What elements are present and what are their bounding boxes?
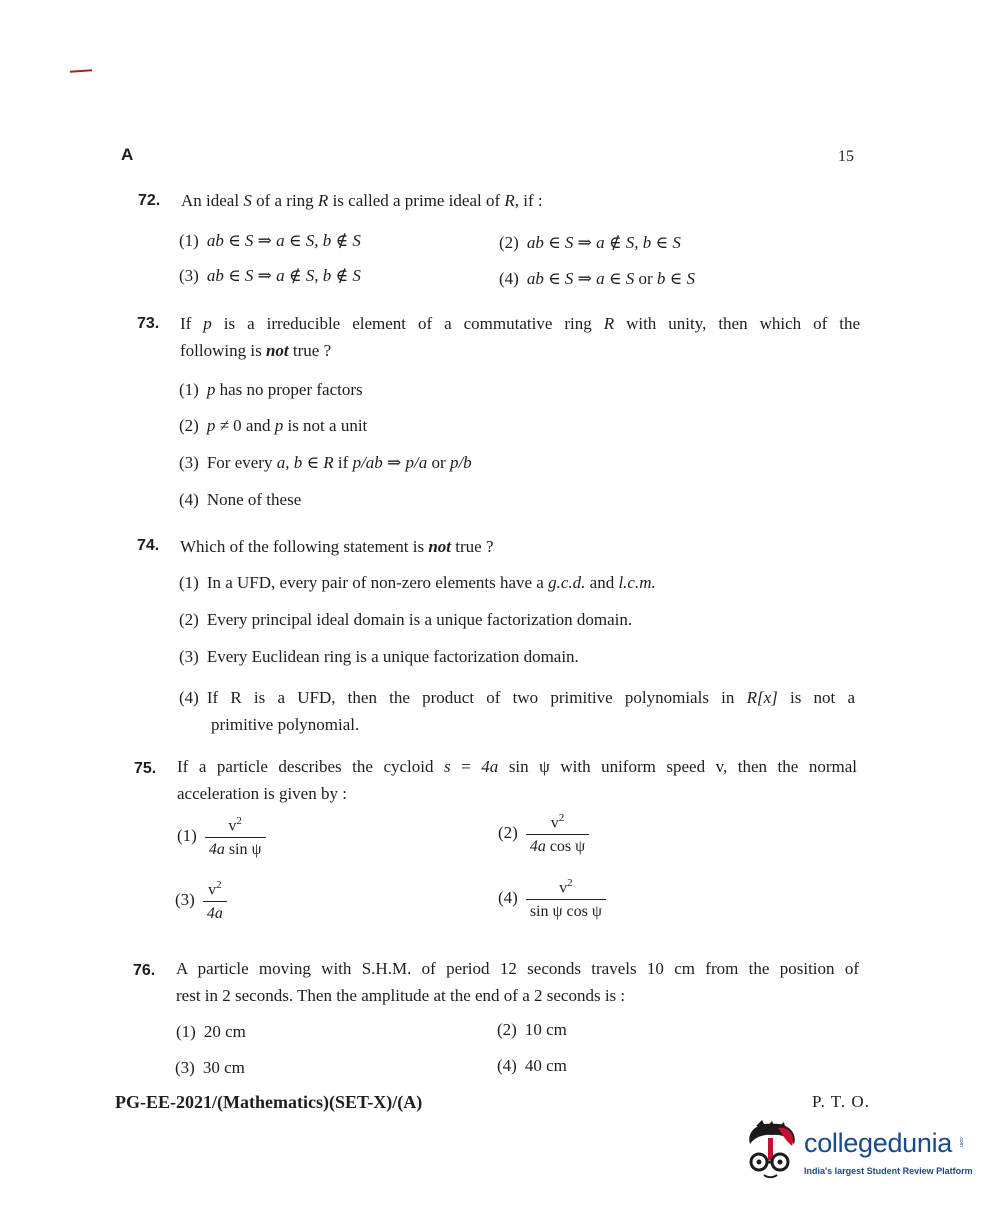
question-stem: Which of the following statement is not true ? [180,537,494,556]
brand-dotcom: .com [958,1136,964,1147]
question-number: 72. [138,192,161,209]
page-number: 15 [838,148,854,165]
scan-mark [70,69,92,73]
paper-code: PG-EE-2021/(Mathematics)(SET-X)/(A) [115,1092,423,1112]
option-1[interactable]: (1) ab ∈ S ⇒ a ∈ S, b ∉ S [179,231,361,250]
question-stem: If p is a irreducible element of a commutative ring R with unity, then which of the following is not true ? [180,314,860,360]
question-number: 75. [134,760,157,777]
fraction: $\frac{v^2}{\text{4a cos ψ}}$ [526,812,589,856]
brand-logo-text: collegedunia [804,1128,953,1158]
option-4[interactable]: (4) $\frac{v^2}{\text{sin ψ cos ψ}}$ [498,877,606,921]
collegedunia-mascot-icon [742,1120,802,1182]
option-1[interactable]: (1) In a UFD, every pair of non-zero elements have a g.c.d. and l.c.m. [179,573,656,592]
option-4[interactable]: (4) None of these [179,490,302,509]
pto-label: P. T. O. [812,1092,870,1111]
question-number: 76. [133,962,156,979]
option-2[interactable]: (2) p ≠ 0 and p is not a unit [179,416,368,435]
question-stem: A particle moving with S.H.M. of period 12 seconds travels 10 cm from the position of rest in 2 seconds. Then the amplitude at the end of a 2 seconds is : [176,959,859,1005]
set-letter: A [121,145,134,164]
option-1[interactable]: (1) p has no proper factors [179,380,363,399]
fraction: $\frac{v^2}{4a}$ [203,879,227,923]
brand-tagline: India's largest Student Review Platform [804,1166,973,1176]
option-3[interactable]: (3) For every a, b ∈ R if p/ab ⇒ p/a or p/b [179,453,472,472]
option-2[interactable]: (2) 10 cm [497,1020,567,1039]
option-2[interactable]: (2) ab ∈ S ⇒ a ∉ S, b ∈ S [499,233,681,252]
question-number: 73. [137,315,160,332]
option-3[interactable]: (3) 30 cm [175,1058,245,1077]
option-1[interactable]: (1) 20 cm [176,1022,246,1041]
fraction: $\frac{v^2}{\text{4a sin ψ}}$ [205,815,266,859]
question-stem: An ideal S of a ring R is called a prime ideal of R, if : [181,191,543,210]
option-3[interactable]: (3) $\frac{v^2}{4a}$ [175,879,227,923]
option-4[interactable]: (4) ab ∈ S ⇒ a ∈ S or b ∈ S [499,269,696,288]
fraction: $\frac{v^2}{\text{sin ψ cos ψ}}$ [526,877,606,921]
option-1[interactable]: (1) $\frac{v^2}{\text{4a sin ψ}}$ [177,815,266,859]
option-4[interactable]: (4) 40 cm [497,1056,567,1075]
option-2[interactable]: (2) Every principal ideal domain is a unique factorization domain. [179,610,633,629]
option-3[interactable]: (3) Every Euclidean ring is a unique factorization domain. [179,647,579,666]
option-4[interactable]: (4) If R is a UFD, then the product of two primitive polynomials in R[x] is not a primitive polynomial. [179,688,856,734]
question-stem: If a particle describes the cycloid s = 4a sin ψ with uniform speed v, then the normal acceleration is given by : [177,757,858,803]
question-number: 74. [137,537,160,554]
option-3[interactable]: (3) ab ∈ S ⇒ a ∉ S, b ∉ S [179,266,361,285]
option-2[interactable]: (2) $\frac{v^2}{\text{4a cos ψ}}$ [498,812,589,856]
